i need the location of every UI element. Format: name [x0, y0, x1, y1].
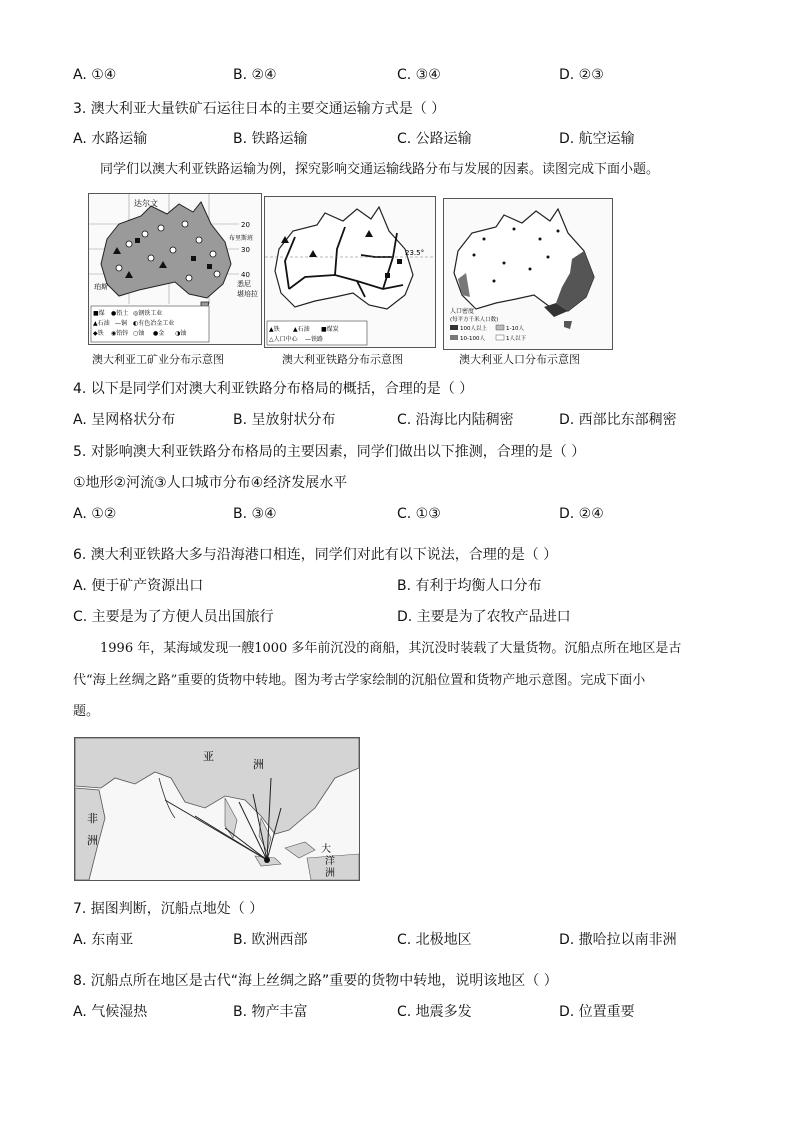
- intro-paragraph-2-line-1: 1996 年，某海域发现一艘1000 多年前沉没的商船，其沉没时装载了大量货物。沉船点所在地区是古: [100, 641, 682, 656]
- map1-label-sydney: 悉尼: [237, 280, 251, 288]
- svg-text:人口密度: 人口密度: [450, 308, 475, 315]
- svg-text:100人以上: 100人以上: [460, 326, 487, 332]
- q2-option-d: D. ②③: [559, 67, 604, 83]
- q3-option-b: B. 铁路运输: [233, 131, 308, 147]
- q8-option-b: B. 物产丰富: [233, 1004, 308, 1020]
- map2-latitude: 23.5°: [405, 249, 425, 257]
- svg-text:◆铁: ◆铁: [93, 330, 104, 337]
- q3-option-d: D. 航空运输: [559, 131, 635, 147]
- q2-option-a: A. ①④: [73, 67, 117, 83]
- q6-option-c: C. 主要是为了方便人员出国旅行: [73, 609, 274, 625]
- svg-text:▲铁: ▲铁: [269, 326, 280, 333]
- intro-paragraph-2-line-2: 代“海上丝绸之路”重要的货物中转地。图为考古学家绘制的沉船位置和货物产地示意图。完成下面小: [73, 673, 646, 688]
- q4-option-d: D. 西部比东部稠密: [559, 412, 677, 428]
- q7-option-a: A. 东南亚: [73, 932, 134, 948]
- svg-text:○铀: ○铀: [133, 330, 145, 337]
- svg-text:1人以下: 1人以下: [506, 336, 526, 342]
- svg-text:—铁路: —铁路: [305, 336, 324, 343]
- svg-text:洲: 洲: [87, 834, 98, 847]
- q7-option-d: D. 撒哈拉以南非洲: [559, 932, 677, 948]
- map1-label-brisbane: 布里斯班: [229, 235, 254, 242]
- svg-text:▲石油: ▲石油: [93, 320, 110, 327]
- svg-text:洲: 洲: [325, 868, 335, 879]
- q2-option-c: C. ③④: [397, 67, 441, 83]
- svg-text:1-10人: 1-10人: [506, 326, 524, 332]
- svg-text:●金: ●金: [153, 330, 165, 337]
- q5-option-c: C. ①③: [397, 506, 441, 522]
- q5-option-d: D. ②④: [559, 506, 604, 522]
- q7-option-b: B. 欧洲西部: [233, 932, 308, 948]
- map-mining-industry: [88, 193, 262, 345]
- svg-text:◎钢铁工业: ◎钢铁工业: [133, 310, 163, 317]
- lat-40: 40: [241, 271, 250, 279]
- q8-option-a: A. 气候湿热: [73, 1004, 148, 1020]
- q6-option-d: D. 主要是为了农牧产品进口: [397, 609, 571, 625]
- map1-label-darwin: 达尔文: [134, 199, 158, 208]
- q8-option-d: D. 位置重要: [559, 1004, 635, 1020]
- q6-option-b: B. 有利于均衡人口分布: [397, 578, 542, 594]
- intro-paragraph-1: 同学们以澳大利亚铁路运输为例，探究影响交通运输线路分布与发展的因素。读图完成下面小题。: [100, 162, 660, 177]
- q7-stem: 7. 据图判断，沉船点地处（ ）: [73, 901, 264, 917]
- lat-30: 30: [241, 246, 250, 254]
- lat-20: 20: [241, 221, 250, 229]
- q4-option-b: B. 呈放射状分布: [233, 412, 336, 428]
- svg-text:◑铀: ◑铀: [175, 330, 187, 337]
- q5-stem: 5. 对影响澳大利亚铁路分布格局的主要因素，同学们做出以下推测，合理的是（ ）: [73, 444, 586, 460]
- q3-option-a: A. 水路运输: [73, 131, 148, 147]
- svg-text:■煤: ■煤: [93, 310, 105, 317]
- q8-option-c: C. 地震多发: [397, 1004, 472, 1020]
- q4-stem: 4. 以下是同学们对澳大利亚铁路分布格局的概括，合理的是（ ）: [73, 381, 474, 397]
- svg-text:△人口中心: △人口中心: [269, 336, 298, 343]
- map1-caption: 澳大利亚工矿业分布示意图: [92, 353, 224, 366]
- map-shipwreck: [74, 737, 360, 881]
- q5-option-b: B. ③④: [233, 506, 277, 522]
- svg-text:●铅土: ●铅土: [111, 310, 129, 317]
- svg-text:(每平方千米人口数): (每平方千米人口数): [450, 317, 499, 323]
- q2-option-b: B. ②④: [233, 67, 277, 83]
- q7-option-c: C. 北极地区: [397, 932, 472, 948]
- q5-sub: ①地形②河流③人口城市分布④经济发展水平: [73, 475, 348, 491]
- map1-label-canberra: 堪培拉: [237, 290, 258, 298]
- q6-stem: 6. 澳大利亚铁路大多与沿海港口相连，同学们对此有以下说法，合理的是（ ）: [73, 547, 558, 563]
- map-population: [443, 198, 613, 350]
- intro-paragraph-2-line-3: 题。: [73, 704, 100, 719]
- svg-text:◐有色冶金工业: ◐有色冶金工业: [133, 320, 175, 327]
- q6-option-a: A. 便于矿产资源出口: [73, 578, 204, 594]
- svg-text:◉铅锌: ◉铅锌: [111, 330, 129, 337]
- svg-text:洋: 洋: [325, 856, 335, 867]
- q8-stem: 8. 沉船点所在地区是古代“海上丝绸之路”重要的货物中转地，说明该地区（ ）: [73, 973, 558, 989]
- q3-option-c: C. 公路运输: [397, 131, 472, 147]
- map3-caption: 澳大利亚人口分布示意图: [459, 353, 580, 366]
- svg-text:10-100人: 10-100人: [460, 336, 485, 342]
- svg-text:洲: 洲: [253, 758, 264, 771]
- svg-text:—铜: —铜: [115, 320, 128, 327]
- map1-label-perth: 珀斯: [94, 283, 108, 291]
- svg-text:■煤炭: ■煤炭: [321, 326, 339, 333]
- q4-option-c: C. 沿海比内陆稠密: [397, 412, 514, 428]
- svg-text:大: 大: [321, 844, 331, 855]
- q3-stem: 3. 澳大利亚大量铁矿石运往日本的主要交通运输方式是（ ）: [73, 101, 446, 117]
- map2-caption: 澳大利亚铁路分布示意图: [282, 353, 403, 366]
- svg-text:亚: 亚: [203, 750, 214, 763]
- svg-text:非: 非: [87, 812, 98, 825]
- map-railway: [264, 196, 436, 348]
- q4-option-a: A. 呈网格状分布: [73, 412, 176, 428]
- q5-option-a: A. ①②: [73, 506, 117, 522]
- svg-text:▲石油: ▲石油: [293, 326, 310, 333]
